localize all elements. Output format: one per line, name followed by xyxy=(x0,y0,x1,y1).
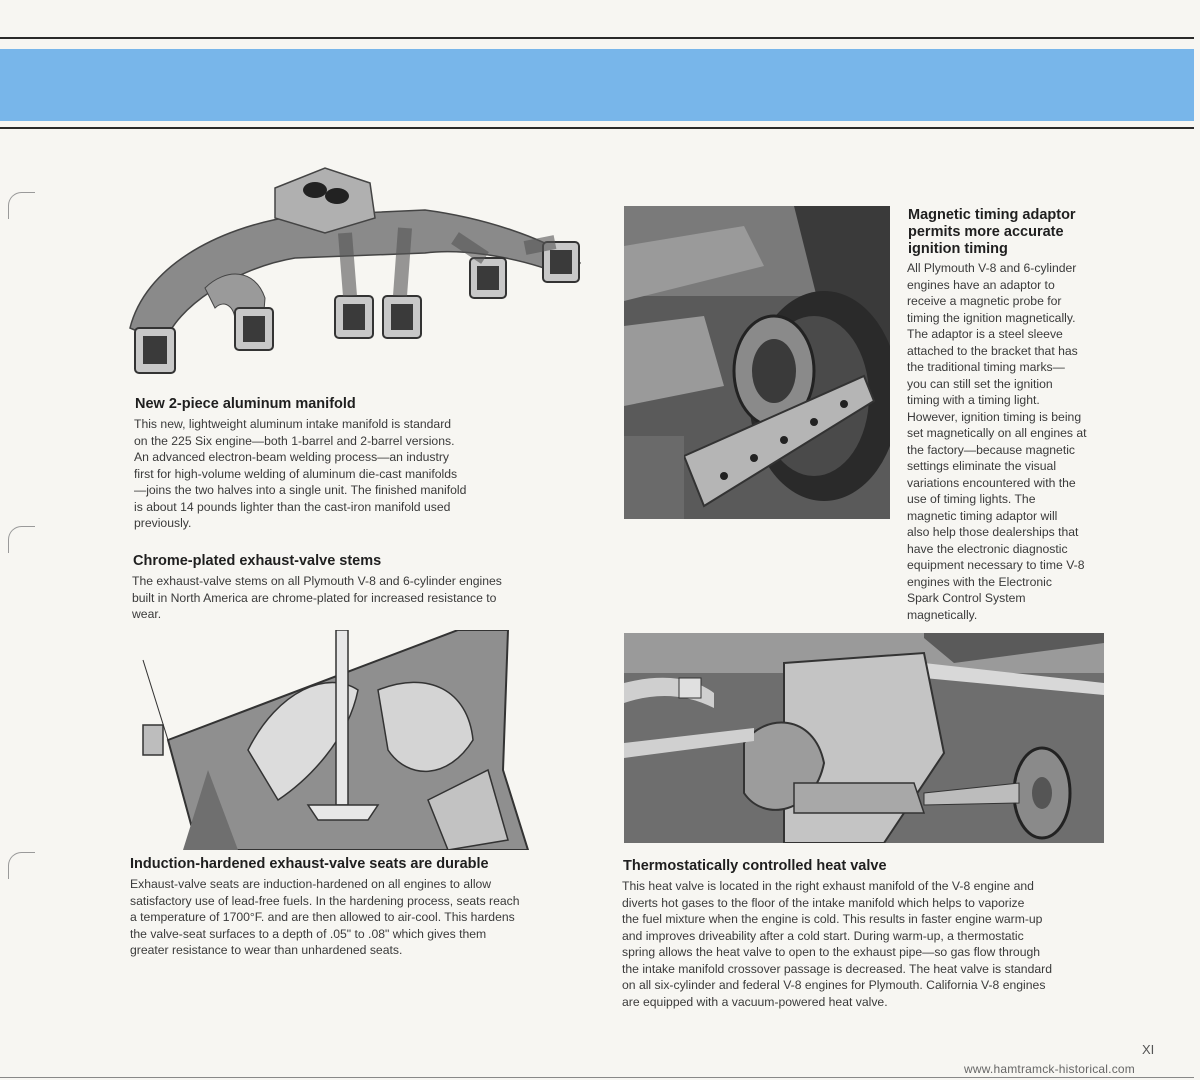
heat-body xyxy=(622,878,1052,1010)
stems-body xyxy=(132,573,502,623)
heat-valve-photo xyxy=(624,633,1104,843)
timing-line: variations encountered with the xyxy=(907,475,1076,490)
manifold-body xyxy=(134,416,466,532)
manifold-line: previously. xyxy=(134,516,192,530)
timing-line: set magnetically on all engines at xyxy=(907,426,1087,440)
heat-line: on all six-cylinder and federal V-8 engines for Plymouth. California V-8 engines xyxy=(622,978,1046,992)
manifold-line: —joins the two halves into a single unit. The finished manifold xyxy=(134,483,467,497)
timing-body xyxy=(907,260,1087,623)
timing-line: you can still set the ignition xyxy=(907,376,1053,391)
timing-line: All Plymouth V-8 and 6-cylinder xyxy=(907,261,1077,275)
heat-line: diverts hot gases to the floor of the intake manifold which helps to vaporize xyxy=(622,895,1025,910)
timing-heading-line: Magnetic timing adaptor xyxy=(908,207,1076,223)
manifold-line: An advanced electron-beam welding process—an industry xyxy=(134,450,450,464)
top-rule xyxy=(0,37,1194,39)
footer-rule xyxy=(0,1077,1194,1078)
heat-line: This heat valve is located in the right exhaust manifold of the V-8 engine and xyxy=(622,879,1034,893)
timing-line: timing with a timing light. xyxy=(907,393,1040,407)
timing-line: settings eliminate the visual xyxy=(907,459,1057,473)
manifold-line: is about 14 pounds lighter than the cast-iron manifold used xyxy=(134,499,451,514)
stems-line: built in North America are chrome-plated for increased resistance to xyxy=(132,590,497,605)
heat-line: and improves driveability after a cold start. During warm-up, a thermostatic xyxy=(622,928,1024,943)
seats-line: satisfactory use of lead-free fuels. In the hardening process, seats reach xyxy=(130,893,520,908)
timing-line: The adaptor is a steel sleeve xyxy=(907,327,1063,341)
timing-heading-line: ignition timing xyxy=(908,241,1008,257)
timing-line: use of timing lights. The xyxy=(907,492,1036,506)
timing-adaptor-photo xyxy=(624,206,890,519)
footer-url: www.hamtramck-historical.com xyxy=(964,1062,1135,1076)
heat-line: spring allows the heat valve to open to the exhaust pipe—so gas flow through xyxy=(622,945,1041,959)
heat-line: the intake manifold crossover passage is decreased. The heat valve is standard xyxy=(622,961,1052,976)
stems-line: The exhaust-valve stems on all Plymouth V-8 and 6-cylinder engines xyxy=(132,574,502,588)
manifold-line: first for high-volume welding of aluminum die-cast manifolds xyxy=(134,466,458,481)
manifold-heading: New 2-piece aluminum manifold xyxy=(135,396,356,412)
seats-line: a temperature of 1700°F. and are then allowed to air-cool. This hardens xyxy=(130,910,515,924)
timing-line: magnetically. xyxy=(907,607,978,622)
seats-line: the valve-seat surfaces to a depth of .05" to .08" which gives them xyxy=(130,926,487,941)
timing-line: the traditional timing marks— xyxy=(907,360,1065,374)
seats-line: Exhaust-valve seats are induction-hardened on all engines to allow xyxy=(130,877,492,891)
timing-heading-line: permits more accurate xyxy=(908,224,1064,240)
timing-line: Spark Control System xyxy=(907,591,1026,605)
manifold-photo xyxy=(125,158,590,390)
heat-heading: Thermostatically controlled heat valve xyxy=(623,858,887,874)
page-number: XI xyxy=(1142,1042,1155,1057)
timing-line: engines have an adaptor to xyxy=(907,277,1055,292)
binder-hole-bottom xyxy=(8,852,35,879)
heat-line: are equipped with a vacuum-powered heat valve. xyxy=(622,994,888,1009)
timing-line: timing the ignition magnetically. xyxy=(907,310,1076,325)
stems-heading: Chrome-plated exhaust-valve stems xyxy=(133,553,382,569)
heat-line: the fuel mixture when the engine is cold. This results in faster engine warm-up xyxy=(622,912,1043,926)
timing-line: attached to the bracket that has xyxy=(907,343,1078,358)
timing-line: have the electronic diagnostic xyxy=(907,541,1068,556)
timing-line: the factory—because magnetic xyxy=(907,442,1076,457)
timing-line: also help those dealerships that xyxy=(907,525,1079,539)
timing-heading xyxy=(908,207,1076,258)
binder-hole-middle xyxy=(8,526,35,553)
binder-hole-top xyxy=(8,192,35,219)
manifold-line: This new, lightweight aluminum intake manifold is standard xyxy=(134,417,452,431)
valve-cutaway-illustration xyxy=(128,630,548,850)
seats-heading: Induction-hardened exhaust-valve seats are durable xyxy=(130,856,489,872)
stems-line: wear. xyxy=(132,607,162,621)
timing-line: receive a magnetic probe for xyxy=(907,294,1062,308)
manifold-line: on the 225 Six engine—both 1-barrel and 2-barrel versions. xyxy=(134,433,455,448)
timing-line: engines with the Electronic xyxy=(907,574,1052,589)
seats-body xyxy=(130,876,520,959)
timing-line: equipment necessary to time V-8 xyxy=(907,558,1085,572)
header-rule-bottom xyxy=(0,127,1194,129)
timing-line: magnetic timing adaptor will xyxy=(907,508,1058,523)
timing-line: However, ignition timing is being xyxy=(907,409,1082,424)
seats-line: greater resistance to wear than unhardened seats. xyxy=(130,943,403,957)
header-band xyxy=(0,49,1194,121)
